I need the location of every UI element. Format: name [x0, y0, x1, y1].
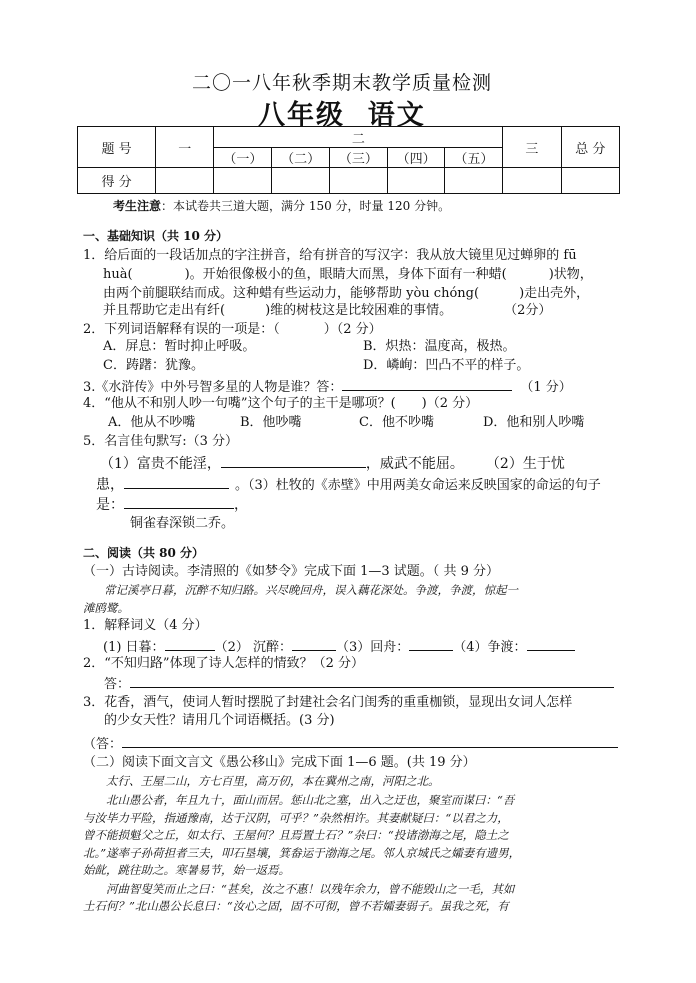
score-cell[interactable] — [561, 168, 619, 194]
q4-text: )（2 分） — [421, 396, 479, 411]
col-total: 总 分 — [561, 127, 619, 168]
notice — [113, 198, 450, 215]
answer-label: （答： — [83, 737, 123, 752]
sec1-q1-items — [103, 636, 575, 657]
q2-option-c[interactable]: C．踌躇：犹豫。 — [103, 358, 204, 373]
sec1-q3-answer — [83, 733, 618, 754]
subject-title: 八年级 语文 — [258, 100, 426, 131]
score-cell[interactable] — [503, 168, 561, 194]
sub-col-2: （二） — [272, 148, 330, 168]
q1-text: )走出壳外， — [519, 286, 590, 301]
q4-option-c[interactable]: C．他不吵嘴 — [359, 415, 434, 430]
sec1-q3-line2: 的少女天性？请用几个词语概括。(3 分) — [104, 713, 335, 728]
q1-text: )状物， — [548, 267, 593, 282]
q4-option-b[interactable]: B．他吵嘴 — [240, 415, 302, 430]
q5-text: （2）生于忧 — [485, 456, 565, 472]
row-defen: 得 分 — [78, 168, 156, 194]
exam-title: 二〇一八年秋季期末教学质量检测 — [192, 72, 493, 94]
word-item: （3）回舟： — [335, 640, 410, 655]
q3 — [83, 376, 572, 397]
score-cell[interactable] — [272, 168, 330, 194]
col-tihao: 题 号 — [78, 127, 156, 168]
sec1-q1-stem: 1．解释词义（4 分） — [83, 618, 208, 633]
sub-col-5: （五） — [445, 148, 503, 168]
passage-p2-line5: 始龀，跳往助之。寒暑易节，始一返焉。 — [83, 863, 290, 877]
q3-stem: 3.《水浒传》中外号智多星的人物是谁？答： — [83, 380, 343, 395]
sub-col-4: （四） — [387, 148, 445, 168]
passage-p3-line1: 河曲智叟笑而止之曰：“甚矣，汝之不惠！以残年余力，曾不能毁山之一毛，其如 — [106, 882, 515, 896]
notice-text: ：本试卷共三道大题，满分 150 分，时量 120 分钟。 — [161, 199, 451, 213]
q1-line1: 1．给后面的一段话加点的字注拼音，给有拼音的写汉字：我从放大镜里见过蝉卵的 fū — [83, 248, 577, 263]
passage-p3-line2: 土石何？”北山愚公长息曰：“汝心之固，固不可彻，曾不若孀妻弱子。虽我之死，有 — [83, 899, 509, 913]
q5-text: （1）富贵不能淫， — [100, 456, 221, 472]
q5-line2 — [96, 474, 601, 495]
q5-text: 患， — [96, 477, 124, 493]
sec1-title: （一）古诗阅读。李清照的《如梦令》完成下面 1—3 试题。（ 共 9 分） — [83, 564, 499, 579]
word-item: （4）争渡： — [453, 640, 527, 655]
q4-option-d[interactable]: D．他和别人吵嘴 — [483, 415, 585, 430]
passage-p2-line3: 曾不能损魁父之丘，如太行、王屋何？且焉置土石？”杂曰：“投诸渤海之尾，隐土之 — [83, 828, 509, 842]
q5-text: ，威武不能屈。 — [365, 456, 464, 472]
sec1-q3-line1: 3．花香，酒气，使词人暂时摆脱了封建社会名门闺秀的重重枷锁，显现出女词人怎样 — [83, 695, 573, 710]
score-table — [77, 126, 620, 194]
sec1-q2-answer — [104, 673, 614, 694]
notice-label: 考生注意 — [113, 199, 162, 213]
q5-text: 是： — [96, 497, 124, 513]
q5-line4: 铜雀春深锁二乔。 — [130, 516, 235, 531]
q1-line2 — [103, 266, 593, 284]
q1-line3 — [103, 285, 589, 303]
q5-line1 — [100, 453, 565, 474]
score-cell[interactable] — [329, 168, 387, 194]
score-cell[interactable] — [156, 168, 214, 194]
q5-answer-line[interactable] — [124, 494, 234, 509]
score-cell[interactable] — [214, 168, 272, 194]
q2-option-a[interactable]: A．屏息：暂时抑止呼吸。 — [103, 339, 256, 354]
passage-p1: 太行、王屋二山，方七百里，高万仞，本在冀州之南，河阳之北。 — [106, 774, 440, 788]
word-answer-line[interactable] — [165, 636, 215, 651]
answer-label: 答： — [104, 677, 131, 692]
sec1-q3-answer-line[interactable] — [122, 733, 618, 748]
q1-text: huà( — [103, 267, 133, 282]
q2-option-d[interactable]: D．嶙峋：凹凸不平的样子。 — [363, 358, 530, 373]
q3-score: （1 分） — [520, 380, 572, 395]
score-cell[interactable] — [445, 168, 503, 194]
part2-heading: 二、阅读（共 80 分） — [83, 546, 205, 560]
sec1-q2-stem: 2．“不知归路”体现了诗人怎样的情致？（2 分） — [83, 656, 364, 671]
sec1-q2-answer-line[interactable] — [130, 673, 614, 688]
passage-p2-line1: 北山愚公者，年且九十，面山而居。惩山北之塞，出入之迂也，聚室而谋曰：“吾 — [106, 793, 515, 807]
q5-text: ， — [234, 497, 248, 513]
q5-answer-line[interactable] — [221, 453, 366, 468]
sub-col-1: （一） — [214, 148, 272, 168]
q2-stem — [83, 321, 382, 339]
q1-text: )维的树枝这是比较困难的事情。 — [265, 303, 453, 318]
q4-text: 4．“他从不和别人吵一句嘴”这个句子的主干是哪项？( — [83, 396, 396, 411]
q4-stem — [83, 395, 478, 413]
q3-answer-line[interactable] — [342, 376, 512, 391]
word-item: （2） 沉醉： — [214, 640, 292, 655]
q2-option-b[interactable]: B．炽热：温度高，极热。 — [363, 339, 516, 354]
passage-p2-line4: 北。”遂率子孙荷担者三夫，叩石垦壤，箕畚运于渤海之尾。邻人京城氏之孀妻有遗男， — [83, 846, 521, 860]
poem-line1: 常记溪亭日暮，沉醉不知归路。兴尽晚回舟，误入藕花深处。争渡，争渡，惊起一 — [104, 583, 518, 597]
sec2-title: （二）阅读下面文言文《愚公移山》完成下面 1—6 题。(共 19 分） — [83, 755, 476, 770]
col-1: 一 — [156, 127, 214, 168]
q5-answer-line[interactable] — [124, 474, 229, 489]
q1-text: )。开始很像极小的鱼，眼睛大而黑，身体下面有一种蜡( — [184, 267, 507, 282]
word-answer-line[interactable] — [409, 636, 453, 651]
q5-text: 。（3）杜牧的《赤壁》中用两美女命运来反映国家的命运的句子 — [235, 478, 601, 493]
q1-text: 并且帮助它走出有纤( — [103, 303, 226, 318]
sub-col-3: （三） — [329, 148, 387, 168]
q1-line4 — [103, 302, 551, 320]
q1-score: （2分） — [504, 303, 552, 318]
word-answer-line[interactable] — [527, 636, 575, 651]
poem-line2: 滩鸥鹭。 — [83, 601, 129, 615]
q1-text: 由两个前腿联结而成。这种蜡有些运动力，能够帮助 yòu chóng( — [103, 286, 480, 301]
part1-heading: 一、基础知识（共 10 分） — [83, 229, 229, 243]
score-cell[interactable] — [387, 168, 445, 194]
q4-option-a[interactable]: A．他从不吵嘴 — [108, 415, 196, 430]
word-item: (1) 日暮： — [103, 640, 165, 655]
q5-stem: 5．名言佳句默写:（3 分） — [83, 434, 239, 449]
col-3: 三 — [503, 127, 561, 168]
q5-line3 — [96, 494, 248, 515]
word-answer-line[interactable] — [292, 636, 336, 651]
passage-p2-line2: 与汝毕力平险，指通豫南，达于汉阴，可乎？”杂然相许。其妻献疑曰：“以君之力， — [83, 811, 509, 825]
q2-text: 2．下列词语解释有误的一项是：（ — [83, 322, 280, 337]
q2-text: ）（2 分） — [323, 322, 382, 337]
col-2: 二 — [214, 127, 503, 148]
